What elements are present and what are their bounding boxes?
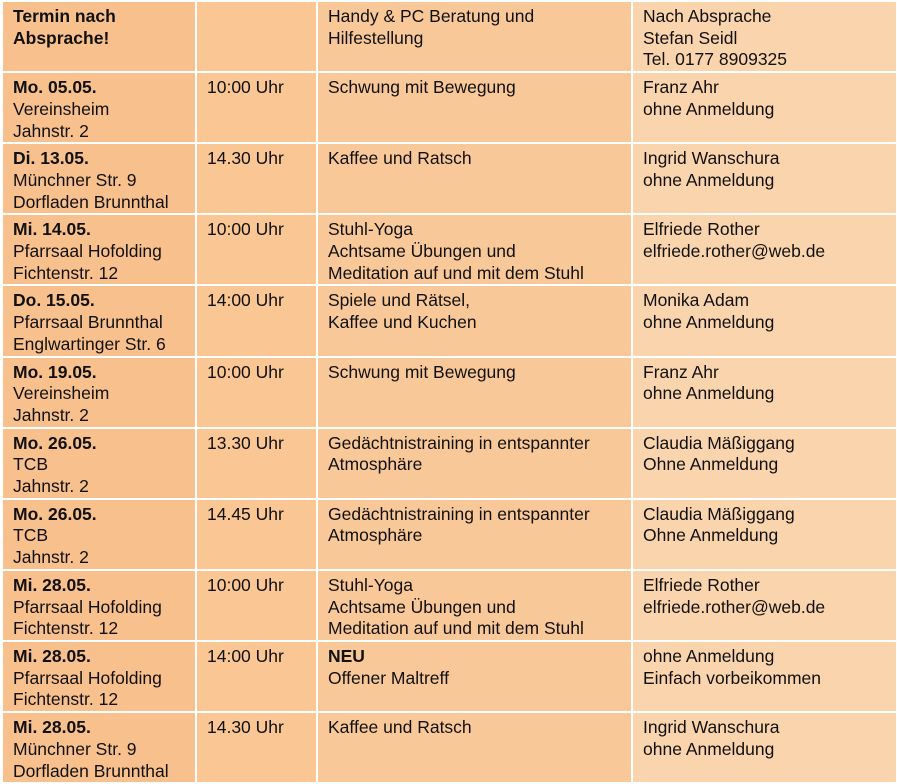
table-row — [2, 357, 897, 428]
event-date: Mi. 28.05. — [13, 645, 91, 666]
event-location: Pfarrsaal Hofolding — [13, 596, 162, 617]
event-location: Englwartinger Str. 6 — [13, 333, 166, 354]
event-contact: Ohne Anmeldung — [643, 454, 779, 475]
event-contact: Elfriede Rother — [643, 574, 760, 595]
table-row — [2, 143, 897, 214]
contact-cell — [632, 143, 897, 214]
event-date: Mi. 14.05. — [13, 219, 91, 240]
table-row — [2, 570, 897, 641]
date-location-cell — [2, 357, 196, 428]
event-date: Mi. 28.05. — [13, 574, 91, 595]
event-schedule-table — [1, 0, 897, 784]
table-row — [2, 214, 897, 285]
event-location: Fichtenstr. 12 — [13, 618, 119, 639]
event-contact: Elfriede Rother — [643, 219, 760, 240]
date-location-cell — [2, 1, 196, 72]
contact-cell — [632, 428, 897, 499]
schedule-body — [2, 1, 897, 783]
date-location-cell — [2, 641, 196, 712]
event-time: 10:00 Uhr — [207, 77, 284, 98]
event-location: Pfarrsaal Hofolding — [13, 241, 162, 262]
table-row — [2, 641, 897, 712]
event-time: 14:00 Uhr — [207, 290, 284, 311]
time-cell — [196, 72, 317, 143]
event-location: Pfarrsaal Brunnthal — [13, 312, 163, 333]
event-title: Offener Maltreff — [328, 667, 449, 688]
event-title: Achtsame Übungen und — [328, 596, 516, 617]
event-location: Fichtenstr. 12 — [13, 262, 119, 283]
event-title: Achtsame Übungen und — [328, 241, 516, 262]
event-time: 10:00 Uhr — [207, 574, 284, 595]
event-location: Jahnstr. 2 — [13, 404, 89, 425]
time-cell — [196, 214, 317, 285]
event-cell — [317, 570, 632, 641]
time-cell — [196, 143, 317, 214]
event-location: Vereinsheim — [13, 383, 110, 404]
event-title: Gedächtnistraining in entspannter — [328, 432, 590, 453]
event-location: TCB — [13, 525, 48, 546]
event-cell — [317, 428, 632, 499]
event-contact: Franz Ahr — [643, 77, 719, 98]
event-time: 10:00 Uhr — [207, 361, 284, 382]
event-location: Jahnstr. 2 — [13, 547, 89, 568]
event-title: Stuhl-Yoga — [328, 574, 413, 595]
event-time: 14:00 Uhr — [207, 645, 284, 666]
time-cell — [196, 1, 317, 72]
event-new-badge: NEU — [328, 645, 365, 666]
event-time: 14.30 Uhr — [207, 717, 284, 738]
contact-cell — [632, 357, 897, 428]
contact-cell — [632, 712, 897, 783]
event-cell — [317, 285, 632, 356]
date-location-cell — [2, 499, 196, 570]
event-location: Jahnstr. 2 — [13, 120, 89, 141]
contact-cell — [632, 641, 897, 712]
event-title: Stuhl-Yoga — [328, 219, 413, 240]
event-contact: ohne Anmeldung — [643, 312, 775, 333]
time-cell — [196, 499, 317, 570]
event-cell — [317, 143, 632, 214]
event-time: 10:00 Uhr — [207, 219, 284, 240]
event-time: 14.45 Uhr — [207, 503, 284, 524]
event-date: Mo. 19.05. — [13, 361, 97, 382]
contact-cell — [632, 214, 897, 285]
event-time: 13.30 Uhr — [207, 432, 284, 453]
date-location-cell — [2, 570, 196, 641]
event-location: Dorfladen Brunnthal — [13, 760, 169, 781]
time-cell — [196, 428, 317, 499]
table-row — [2, 285, 897, 356]
event-title: Spiele und Rätsel, — [328, 290, 471, 311]
date-location-cell — [2, 285, 196, 356]
event-title: Meditation auf und mit dem Stuhl — [328, 262, 584, 283]
event-location: Pfarrsaal Hofolding — [13, 667, 162, 688]
event-title: Kaffee und Ratsch — [328, 717, 472, 738]
contact-cell — [632, 285, 897, 356]
contact-cell — [632, 1, 897, 72]
time-cell — [196, 357, 317, 428]
event-location: Dorfladen Brunnthal — [13, 191, 169, 212]
event-cell — [317, 712, 632, 783]
time-cell — [196, 641, 317, 712]
table-row — [2, 712, 897, 783]
contact-cell — [632, 570, 897, 641]
event-title: Kaffee und Ratsch — [328, 148, 472, 169]
event-contact: ohne Anmeldung — [643, 383, 775, 404]
event-contact: Monika Adam — [643, 290, 750, 311]
contact-cell — [632, 72, 897, 143]
event-contact: elfriede.rother@web.de — [643, 241, 826, 262]
event-contact: ohne Anmeldung — [643, 169, 775, 190]
event-location: Münchner Str. 9 — [13, 738, 137, 759]
event-title: Meditation auf und mit dem Stuhl — [328, 618, 584, 639]
event-title: Schwung mit Bewegung — [328, 77, 516, 98]
event-title: Atmosphäre — [328, 454, 423, 475]
event-contact: elfriede.rother@web.de — [643, 596, 826, 617]
event-location: TCB — [13, 454, 48, 475]
event-date: Mi. 28.05. — [13, 717, 91, 738]
table-row — [2, 72, 897, 143]
event-contact: Ingrid Wanschura — [643, 148, 780, 169]
event-title: Gedächtnistraining in entspannter — [328, 503, 590, 524]
event-date: Mo. 26.05. — [13, 432, 97, 453]
event-contact: Nach Absprache — [643, 6, 772, 26]
event-contact: Franz Ahr — [643, 361, 719, 382]
event-date: Di. 13.05. — [13, 148, 89, 169]
date-location-cell — [2, 72, 196, 143]
event-location: Vereinsheim — [13, 98, 110, 119]
event-cell — [317, 214, 632, 285]
event-cell — [317, 72, 632, 143]
event-date: Termin nach — [13, 6, 116, 26]
event-contact: Claudia Mäßiggang — [643, 503, 795, 524]
event-contact: Tel. 0177 8909325 — [643, 49, 788, 70]
event-cell — [317, 357, 632, 428]
event-title: Schwung mit Bewegung — [328, 361, 516, 382]
event-location: Jahnstr. 2 — [13, 476, 89, 497]
event-contact: Ingrid Wanschura — [643, 717, 780, 738]
event-contact: Einfach vorbeikommen — [643, 667, 821, 688]
event-contact: ohne Anmeldung — [643, 98, 775, 119]
event-contact: ohne Anmeldung — [643, 738, 775, 759]
event-title: Hilfestellung — [328, 27, 424, 48]
event-title: Atmosphäre — [328, 525, 423, 546]
contact-cell — [632, 499, 897, 570]
table-row — [2, 499, 897, 570]
date-location-cell — [2, 214, 196, 285]
time-cell — [196, 712, 317, 783]
time-cell — [196, 570, 317, 641]
table-row — [2, 1, 897, 72]
date-location-cell — [2, 143, 196, 214]
event-location: Fichtenstr. 12 — [13, 689, 119, 710]
date-location-cell — [2, 712, 196, 783]
event-time: 14.30 Uhr — [207, 148, 284, 169]
event-contact: Claudia Mäßiggang — [643, 432, 795, 453]
time-cell — [196, 285, 317, 356]
event-cell — [317, 641, 632, 712]
event-location: Münchner Str. 9 — [13, 169, 137, 190]
event-title: Handy & PC Beratung und — [328, 6, 535, 26]
event-location: Absprache! — [13, 27, 110, 48]
event-cell — [317, 499, 632, 570]
table-row — [2, 428, 897, 499]
event-date: Do. 15.05. — [13, 290, 95, 311]
event-cell — [317, 1, 632, 72]
event-contact: Ohne Anmeldung — [643, 525, 779, 546]
date-location-cell — [2, 428, 196, 499]
event-title: Kaffee und Kuchen — [328, 312, 477, 333]
event-date: Mo. 26.05. — [13, 503, 97, 524]
event-contact: ohne Anmeldung — [643, 645, 775, 666]
event-contact: Stefan Seidl — [643, 27, 738, 48]
event-date: Mo. 05.05. — [13, 77, 97, 98]
